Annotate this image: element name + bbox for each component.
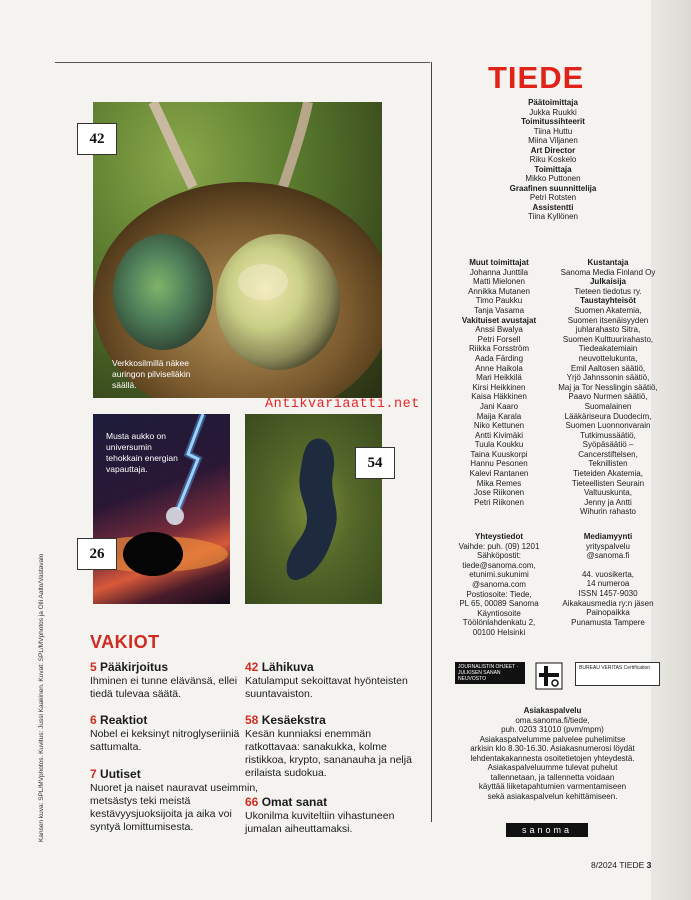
customer-service-line: puh. 0203 31010 (pvm/mpm) xyxy=(501,725,604,734)
masthead-role: Assistentti xyxy=(532,202,574,212)
contributor-name: Mari Heikkilä xyxy=(476,373,522,383)
contact-line: Sähköpostit: xyxy=(476,551,522,561)
publisher-role: Julkaisija xyxy=(589,277,627,287)
issue-line: Aikakausmedia ry:n jäsen xyxy=(562,598,654,608)
contributor-name: Anne Haikola xyxy=(475,363,523,373)
publisher-line: Paavo Nurmen säätiö, xyxy=(568,392,648,402)
publisher-line: Cancerstiftelsen, xyxy=(578,449,638,459)
issue-line: ISSN 1457-9030 xyxy=(578,588,638,598)
contact-line: Vaihde: puh. (09) 1201 xyxy=(458,541,540,551)
publisher-line: Jenny ja Antti xyxy=(584,497,632,507)
toc-page-number: 42 xyxy=(245,660,259,674)
publisher-line: Tutkimussäätiö, xyxy=(580,430,636,440)
publisher-line: Tieteiden Akatemia, xyxy=(573,469,643,479)
publisher-line: Suomen Akatemia, xyxy=(574,305,642,315)
publisher-value: Sanoma Media Finland Oy xyxy=(560,267,656,277)
journalist-ethics-seal xyxy=(455,662,525,684)
publisher-value: Tieteen tiedotus ry. xyxy=(574,286,642,296)
contact-line: Töölönlahdenkatu 2, xyxy=(462,618,536,628)
moth-caption: Verkkosilmillä näkee auringon pilviselläkin säällä. xyxy=(112,358,191,390)
watermark: Antikvariaatti.net xyxy=(265,397,420,412)
toc-entry-omat-sanat[interactable] xyxy=(245,795,415,836)
toc-page-number: 5 xyxy=(90,660,97,674)
masthead-name: Miina Viljanen xyxy=(528,136,578,145)
publisher-line: Valtuuskunta, xyxy=(584,488,632,498)
masthead-role: Art Director xyxy=(530,145,576,155)
moth-photo[interactable] xyxy=(93,102,382,398)
contributor-name: Jose Riikonen xyxy=(473,488,525,498)
contributors-column xyxy=(444,258,554,507)
toc-title: Kesäekstra xyxy=(261,713,326,727)
contributor-name: Taina Kuuskorpi xyxy=(470,449,528,459)
contributors-role: Vakituiset avustajat xyxy=(461,315,537,325)
contributor-name: Petri Riikonen xyxy=(474,497,524,507)
masthead-name: Mikko Puttonen xyxy=(525,174,581,183)
publisher-line: Lääkäriseura Duodecim, xyxy=(564,411,652,421)
toc-page-number: 58 xyxy=(245,713,259,727)
contributor-name: Kaisa Häkkinen xyxy=(471,392,527,402)
customer-service-line: Asiakaspalveluumme tulevat puhelut xyxy=(487,763,618,772)
contact-line[interactable]: tiede@sanoma.com, xyxy=(462,560,536,570)
sanoma-logo: sanoma xyxy=(506,823,588,837)
contributor-name: Kirsi Heikkinen xyxy=(472,382,526,392)
lake-aerial-photo[interactable] xyxy=(245,414,382,604)
contributor-name: Tanja Vasama xyxy=(473,305,525,315)
issue-line: 14 numeroa xyxy=(586,579,630,589)
bureau-veritas-seal xyxy=(575,662,660,686)
contributor-name: Matti Mielonen xyxy=(472,277,526,287)
lake-graphic xyxy=(245,414,382,604)
publisher-role: Kustantaja xyxy=(587,258,629,267)
publisher-line: Suomalainen xyxy=(584,401,632,411)
masthead-name: Tiina Kyllönen xyxy=(528,212,578,221)
toc-entry-uutiset[interactable] xyxy=(90,767,260,834)
publisher-line: Syöpäsäätiö – xyxy=(582,440,634,450)
sales-block xyxy=(549,532,667,627)
sales-role: Mediamyynti xyxy=(583,532,633,541)
contact-line: Käyntiosoite xyxy=(477,608,521,618)
contributor-name: Kalevi Rantanen xyxy=(469,469,529,479)
contributor-name: Riikka Forsström xyxy=(468,344,529,354)
contact-line: PL 65, 00089 Sanoma xyxy=(459,599,539,609)
publisher-role: Taustayhteisöt xyxy=(580,296,636,306)
toc-title: Lähikuva xyxy=(261,660,314,674)
contact-line: etunimi.sukunimi xyxy=(469,570,529,580)
masthead-role: Päätoimittaja xyxy=(528,98,578,107)
contact-line: @sanoma.com xyxy=(472,579,526,589)
toc-title: Omat sanat xyxy=(261,795,328,809)
toc-page-number: 6 xyxy=(90,713,97,727)
toc-entry-paakirjoitus[interactable] xyxy=(90,660,260,701)
toc-page-number: 7 xyxy=(90,767,97,781)
black-hole-caption: Musta aukko on universumin tehokkain energian vapauttaja. xyxy=(106,431,178,474)
toc-description: Nuoret ja naiset nauravat useimmin, metsästys teki meistä kestävyysjuoksijoita ja aika voi syntyä lomittumisesta. xyxy=(90,782,259,833)
masthead-name: Petri Rotsten xyxy=(529,193,577,202)
sales-line: yrityspalvelu xyxy=(585,541,630,551)
publisher-line: juhlarahasto Sitra, xyxy=(575,325,641,335)
page-number-box[interactable]: 42 xyxy=(77,123,117,155)
toc-entry-lahikuva[interactable] xyxy=(245,660,415,701)
masthead xyxy=(438,98,668,222)
customer-service-line: arkisin klo 8.30-16.30. Asiakasnumerosi löydät xyxy=(470,744,635,753)
customer-service-line: sekä asiakaspalvelun kehittämiseen. xyxy=(487,791,618,801)
top-rule xyxy=(55,62,430,63)
key-flag-icon xyxy=(535,662,563,695)
contributor-name: Petri Forsell xyxy=(477,334,521,344)
contact-block xyxy=(444,532,554,638)
tiede-logo: TIEDE xyxy=(488,60,585,95)
toc-description: Kesän kunniaksi enemmän ratkottavaa: sanakukka, kolme ristikkoa, krypto, sananauha ja neljä erilaista sudokua. xyxy=(245,728,412,779)
publisher-line: Suomen itsenäisyyden xyxy=(567,315,649,325)
contributor-name: Hannu Pesonen xyxy=(470,459,528,469)
publisher-line: Tieteellisten Seurain xyxy=(571,478,645,488)
publisher-line: Emil Aaltosen säätiö, xyxy=(570,363,646,373)
publisher-column xyxy=(549,258,667,517)
publisher-line: Wihurin rahasto xyxy=(579,507,637,517)
contributor-name: Johanna Junttila xyxy=(469,267,529,277)
issue-line: Painopaikka xyxy=(586,608,630,618)
column-divider xyxy=(431,62,432,822)
toc-title: Pääkirjoitus xyxy=(100,660,169,674)
toc-description: Katulamput sekoittavat hyönteisten suuntavaiston. xyxy=(245,675,408,700)
masthead-name: Riku Koskelo xyxy=(529,155,577,164)
contributor-name: Jani Kaaro xyxy=(479,401,519,411)
footer-magazine: TIEDE xyxy=(619,860,645,870)
bureau-veritas-seal-text: BUREAU VERITAS Certification xyxy=(579,665,651,671)
customer-service-line: lehdentakakannesta osoitetietojen yhteydestä. xyxy=(470,753,635,763)
issue-line: Punamusta Tampere xyxy=(571,617,645,627)
contact-line: 00100 Helsinki xyxy=(472,627,526,637)
certification-logos xyxy=(455,656,665,696)
footer-issue: 8/2024 xyxy=(591,860,617,870)
customer-service-line: tallennetaan, ja tallennetta voidaan xyxy=(490,772,615,782)
masthead-role: Toimitussihteerit xyxy=(521,117,585,126)
sales-line[interactable]: @sanoma.fi xyxy=(586,551,630,561)
customer-service-line[interactable]: oma.sanoma.fi/tiede, xyxy=(515,715,590,725)
contact-role: Yhteystiedot xyxy=(474,532,523,541)
moth-illustration xyxy=(93,102,382,398)
photo-credit: Kansen kuva: SPL/MVphotos. Kuvitus: Jussi Kaakinen. Kuvat: SPL/MVphotos ja Olli Aalto/Vastavalo xyxy=(38,553,45,842)
publisher-line: Suomen Kulttuurirahasto, xyxy=(562,334,654,344)
publisher-line: Tiedeakatemiain xyxy=(578,344,638,354)
page-number-box[interactable]: 54 xyxy=(355,447,395,479)
contributor-name: Antti Kivimäki xyxy=(474,430,523,440)
publisher-line: Suomen Luonnonvarain xyxy=(565,421,651,431)
toc-entry-reaktiot[interactable] xyxy=(90,713,260,754)
publisher-line: neuvottelukunta, xyxy=(578,353,638,363)
issue-line: 44. vuosikerta, xyxy=(581,569,635,579)
masthead-name: Jukka Ruukki xyxy=(529,107,577,117)
publisher-line: Yrjö Jahnssonin säätiö, xyxy=(566,373,650,383)
masthead-name: Tiina Huttu xyxy=(533,126,573,136)
toc-description: Ihminen ei tunne elävänsä, ellei tiedä tulevaa säätä. xyxy=(90,675,238,700)
masthead-role: Graafinen suunnittelija xyxy=(509,183,597,193)
contributor-name: Timo Paukku xyxy=(475,296,523,306)
contributor-name: Annikka Mutanen xyxy=(468,286,530,296)
vakiot-heading: VAKIOT xyxy=(90,632,160,652)
masthead-role: Toimittaja xyxy=(534,164,572,174)
customer-service-line: Asiakaspalvelumme palvelee puhelimitse xyxy=(479,734,626,744)
toc-description: Nobel ei keksinyt nitroglyseriiniä sattumalta. xyxy=(90,728,240,753)
toc-description: Ukonilma kuviteltiin vihastuneen jumalan aiheuttamaksi. xyxy=(245,810,395,835)
contact-line: Postiosoite: Tiede, xyxy=(466,589,532,599)
customer-service-role: Asiakaspalvelu xyxy=(523,706,582,715)
toc-entry-kesaekstra[interactable] xyxy=(245,713,415,780)
customer-service-block xyxy=(440,706,665,801)
contributor-name: Maija Karala xyxy=(476,411,522,421)
journalist-ethics-seal-text: JOURNALISTIN OHJEET · JULKISEN SANAN NEUVOSTO xyxy=(458,664,519,682)
publisher-line: Maj ja Tor Nesslingin säätiö, xyxy=(558,382,658,392)
toc-title: Reaktiot xyxy=(100,713,148,727)
footer-page-number: 3 xyxy=(646,860,652,870)
contributors-role: Muut toimittajat xyxy=(469,258,529,267)
toc-page-number: 66 xyxy=(245,795,259,809)
contributor-name: Tuula Koukku xyxy=(474,440,524,450)
contributor-name: Mika Remes xyxy=(476,478,522,488)
page-number-box[interactable]: 26 xyxy=(77,538,117,570)
page-footer xyxy=(591,860,651,870)
contributor-name: Aada Färding xyxy=(474,353,524,363)
publisher-line: Teknillisten xyxy=(588,459,628,469)
toc-title: Uutiset xyxy=(100,767,141,781)
contributor-name: Anssi Bwalya xyxy=(475,325,523,335)
contributor-name: Niko Kettunen xyxy=(473,421,525,431)
customer-service-line: käyttää liiketapahtumien varmentamiseen xyxy=(478,782,627,791)
